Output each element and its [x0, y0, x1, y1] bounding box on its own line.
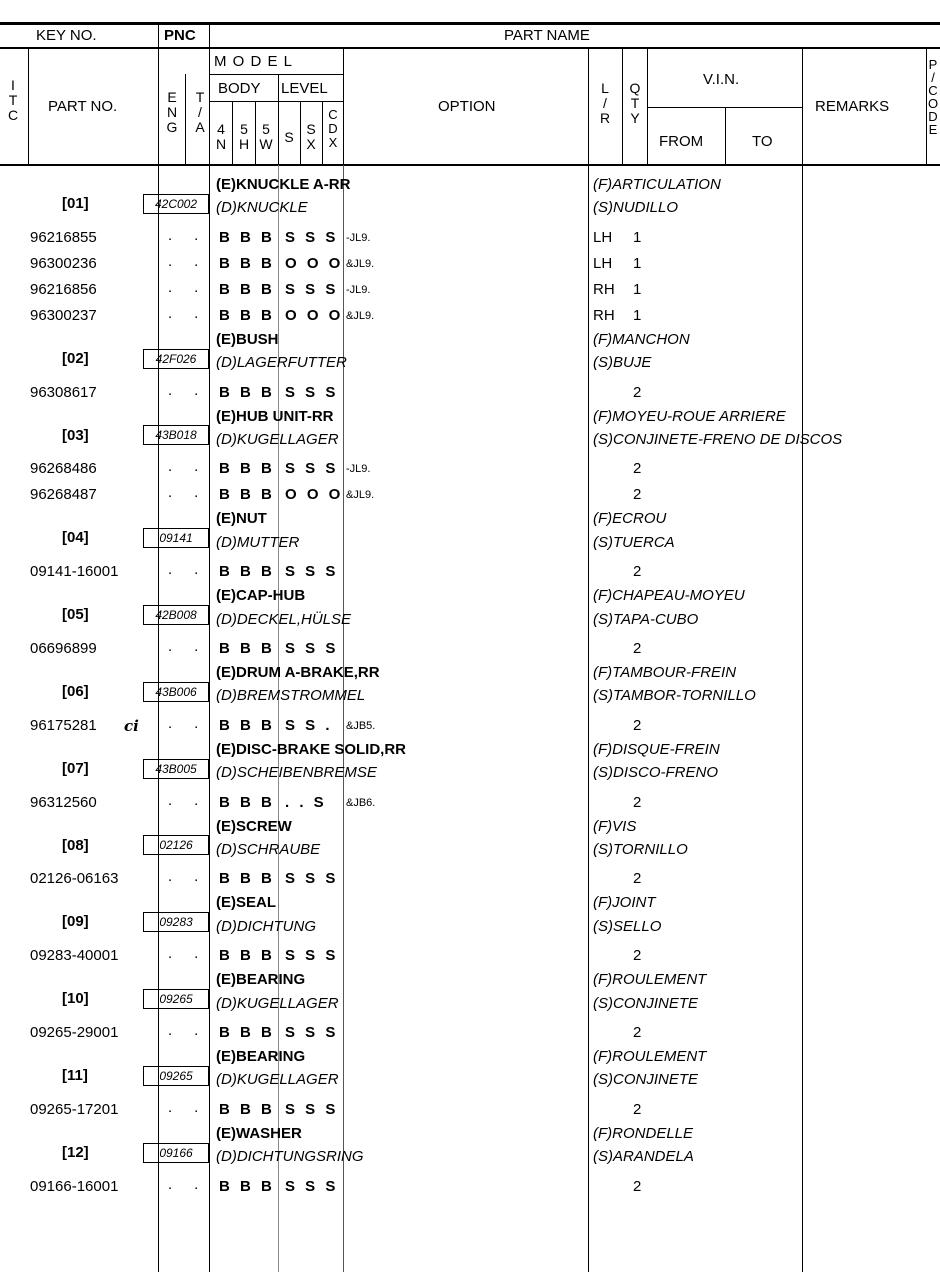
option-code: &JB6. [346, 796, 376, 809]
quantity: 2 [633, 383, 642, 401]
spanish-name: (S)TORNILLO [593, 840, 688, 858]
option-code: -JL9. [346, 463, 371, 476]
table-row [0, 486, 940, 512]
pnc-code-box: 42C002 [143, 194, 209, 214]
level-codes: S S S [285, 1177, 339, 1195]
item-header [0, 408, 940, 459]
eng-ta-dots: .. [168, 945, 221, 963]
french-name: (F)MOYEU-ROUE ARRIERE [593, 407, 786, 425]
vin-to-header: TO [752, 133, 773, 150]
vin-divider [647, 107, 802, 108]
body-codes: B B B [219, 1177, 275, 1195]
part-number: 09283-40001 [30, 947, 119, 965]
french-name: (F)RONDELLE [593, 1124, 694, 1142]
part-number: 96216856 [30, 280, 97, 298]
option-code: &JL9. [346, 257, 375, 270]
key-number: [06] [62, 683, 89, 701]
item-header [0, 741, 940, 792]
eng-ta-dots: .. [168, 791, 221, 809]
quantity: 2 [633, 486, 642, 504]
eng-ta-dots: .. [168, 1175, 221, 1193]
quantity: 2 [633, 716, 642, 734]
vline-vin [725, 108, 726, 165]
english-name: (E)BEARING [216, 1048, 306, 1065]
table-row [0, 304, 940, 333]
model-divider [209, 74, 343, 75]
quantity: 2 [633, 1100, 642, 1118]
vline-body2 [255, 101, 256, 165]
table-row [0, 381, 940, 410]
key-number: [08] [62, 836, 89, 854]
eng-ta-dots: .. [168, 278, 221, 296]
level-codes: O O O [285, 254, 344, 272]
quantity: 2 [633, 870, 642, 888]
pnc-code-box: 42F026 [143, 349, 209, 369]
level-codes: S S S [285, 640, 339, 657]
english-name: (E)DRUM A-BRAKE,RR [216, 664, 380, 681]
key-number: [04] [62, 529, 89, 547]
eng-ta-dots: .. [168, 638, 221, 655]
french-name: (F)ROULEMENT [593, 971, 707, 989]
french-name: (F)VIS [593, 817, 637, 835]
quantity: 1 [633, 306, 642, 324]
body-codes: B B B [219, 947, 275, 965]
table-row [0, 252, 940, 281]
left-right: LH [593, 254, 613, 272]
header-row-divider [0, 47, 940, 49]
remarks-header: REMARKS [815, 98, 890, 115]
eng-ta-dots: .. [168, 714, 221, 732]
spanish-name: (S)NUDILLO [593, 199, 679, 217]
body-codes: B B B [219, 1100, 275, 1118]
table-row [0, 460, 940, 486]
item-header [0, 818, 940, 869]
level-codes: S S S [285, 460, 339, 478]
table-row [0, 947, 940, 973]
vline-lr [622, 48, 623, 165]
english-name: (E)NUT [216, 510, 267, 528]
part-number: 96268487 [30, 486, 97, 504]
option-code: &JL9. [346, 309, 375, 322]
spanish-name: (S)CONJINETE-FRENO DE DISCOS [593, 430, 843, 448]
ta-header: T / A [195, 89, 205, 135]
key-number: [11] [62, 1067, 88, 1085]
french-name: (F)ROULEMENT [593, 1048, 707, 1065]
spanish-name: (S)SELLO [593, 917, 662, 935]
item-header [0, 331, 940, 382]
level-codes: S S S [285, 870, 339, 888]
body-col-4n: 4 N [215, 121, 227, 152]
level-codes: O O O [285, 486, 344, 504]
french-name: (F)MANCHON [593, 330, 690, 348]
pnc-code-box: 09265 [143, 989, 209, 1009]
german-name: (D)LAGERFUTTER [216, 354, 347, 372]
table-row [0, 1024, 940, 1050]
pnc-code-box: 43B006 [143, 682, 209, 702]
level-codes: S S S [285, 1024, 339, 1041]
english-name: (E)DISC-BRAKE SOLID,RR [216, 740, 406, 758]
german-name: (D)BREMSTROMMEL [216, 687, 366, 705]
pnc-code-box: 09283 [143, 912, 209, 932]
part-number: 09265-29001 [30, 1024, 119, 1041]
french-name: (F)ARTICULATION [593, 176, 721, 193]
pcode-header: P / C O D E [927, 57, 939, 137]
eng-ta-dots: .. [168, 252, 221, 270]
quantity: 2 [633, 1177, 642, 1195]
vline-body1 [232, 101, 233, 165]
spanish-name: (S)CONJINETE [593, 994, 698, 1012]
vline-model [343, 48, 344, 165]
key-number: [09] [62, 913, 89, 931]
quantity: 2 [633, 793, 642, 811]
vline-body-level [278, 74, 279, 165]
item-header [0, 176, 940, 227]
level-codes: S S S [285, 228, 339, 246]
part-number: 96175281 [30, 716, 97, 734]
part-number: 09166-16001 [30, 1177, 119, 1195]
left-right: LH [593, 228, 613, 246]
item-header [0, 587, 940, 638]
eng-ta-dots: .. [168, 226, 221, 244]
eng-header: E N G [166, 89, 178, 135]
body-codes: B B B [219, 254, 275, 272]
key-number: [01] [62, 195, 89, 213]
body-codes: B B B [219, 793, 275, 811]
eng-ta-dots: .. [168, 381, 221, 399]
spanish-name: (S)TAPA-CUBO [593, 610, 699, 628]
body-codes: B B B [219, 280, 275, 298]
body-codes: B B B [219, 716, 275, 734]
pnc-code-box: 43B005 [143, 759, 209, 779]
english-name: (E)BEARING [216, 971, 306, 989]
part-number: 02126-06163 [30, 870, 119, 888]
key-no-header: KEY NO. [36, 27, 97, 44]
item-header [0, 894, 940, 945]
eng-ta-dots: .. [168, 304, 221, 322]
key-number: [12] [62, 1143, 89, 1161]
level-codes: S S S [285, 947, 339, 965]
english-name: (E)SCREW [216, 817, 292, 835]
option-header: OPTION [438, 98, 496, 115]
pnc-header: PNC [164, 27, 196, 44]
table-row [0, 870, 940, 896]
body-codes: B B B [219, 306, 275, 324]
german-name: (D)DICHTUNGSRING [216, 1148, 364, 1166]
eng-ta-dots: .. [168, 484, 221, 502]
top-border [0, 22, 940, 25]
body-col-5h: 5 H [238, 121, 250, 152]
english-name: (E)WASHER [216, 1124, 302, 1142]
quantity: 1 [633, 254, 642, 272]
table-row [0, 278, 940, 307]
spanish-name: (S)TAMBOR-TORNILLO [593, 687, 756, 705]
french-name: (F)ECROU [593, 510, 667, 528]
pnc-code-box: 09265 [143, 1066, 209, 1086]
left-right: RH [593, 306, 615, 324]
english-name: (E)KNUCKLE A-RR [216, 176, 351, 193]
vline-level2 [322, 101, 323, 165]
german-name: (D)KNUCKLE [216, 199, 308, 217]
option-code: -JL9. [346, 231, 371, 244]
itc-header: I T C [7, 77, 19, 123]
german-name: (D)KUGELLAGER [216, 994, 339, 1012]
left-right: RH [593, 280, 615, 298]
english-name: (E)CAP-HUB [216, 587, 306, 605]
french-name: (F)JOINT [593, 894, 656, 912]
body-codes: B B B [219, 1024, 275, 1041]
spanish-name: (S)BUJE [593, 354, 652, 372]
pnc-code-box: 09141 [143, 528, 209, 548]
part-name-header: PART NAME [504, 27, 590, 44]
spanish-name: (S)DISCO-FRENO [593, 764, 718, 782]
french-name: (F)DISQUE-FREIN [593, 740, 720, 758]
model-header: M O D E L [214, 53, 294, 70]
body-codes: B B B [219, 486, 275, 504]
vline-eng [185, 74, 186, 165]
body-codes: B B B [219, 228, 275, 246]
handwritten-note: ci [124, 716, 139, 735]
eng-ta-dots: .. [168, 561, 221, 579]
german-name: (D)SCHEIBENBREMSE [216, 764, 377, 782]
german-name: (D)DICHTUNG [216, 917, 316, 935]
german-name: (D)MUTTER [216, 533, 300, 551]
level-col-sx: S X [306, 121, 316, 152]
quantity: 2 [633, 1024, 642, 1041]
pnc-code-box: 42B008 [143, 605, 209, 625]
part-number: 96312560 [30, 793, 97, 811]
key-number: [05] [62, 606, 89, 624]
quantity: 1 [633, 280, 642, 298]
quantity: 2 [633, 460, 642, 478]
quantity: 2 [633, 947, 642, 965]
eng-ta-dots: .. [168, 1098, 221, 1116]
german-name: (D)KUGELLAGER [216, 430, 339, 448]
spanish-name: (S)TUERCA [593, 533, 675, 551]
level-codes: S S . [285, 716, 333, 734]
key-number: [10] [62, 990, 89, 1008]
eng-ta-dots: .. [168, 1022, 221, 1039]
body-codes: B B B [219, 460, 275, 478]
german-name: (D)KUGELLAGER [216, 1071, 339, 1089]
level-codes: S S S [285, 280, 339, 298]
part-number: 09265-17201 [30, 1100, 119, 1118]
header-bottom-border [0, 164, 940, 166]
part-number: 06696899 [30, 640, 97, 657]
quantity: 2 [633, 563, 642, 581]
table-row [0, 791, 940, 820]
qty-header: Q T Y [629, 80, 641, 126]
table-row [0, 563, 940, 589]
body-header: BODY [218, 80, 261, 97]
option-code: -JL9. [346, 283, 371, 296]
level-header: LEVEL [281, 80, 328, 97]
body-codes: B B B [219, 563, 275, 581]
lr-header: L / R [599, 80, 611, 126]
body-col-5w: 5 W [259, 121, 273, 152]
eng-ta-dots: .. [168, 868, 221, 886]
quantity: 2 [633, 640, 642, 657]
option-code: &JB5. [346, 719, 376, 732]
level-col-cdx: C D X [328, 107, 338, 150]
spanish-name: (S)ARANDELA [593, 1148, 694, 1166]
level-codes: S S S [285, 383, 339, 401]
key-number: [07] [62, 759, 89, 777]
level-codes: S S S [285, 1100, 339, 1118]
table-row [0, 640, 940, 666]
item-header [0, 1125, 940, 1176]
spanish-name: (S)CONJINETE [593, 1071, 698, 1089]
body-codes: B B B [219, 870, 275, 888]
english-name: (E)HUB UNIT-RR [216, 407, 334, 425]
body-codes: B B B [219, 640, 275, 657]
french-name: (F)CHAPEAU-MOYEU [593, 587, 745, 605]
german-name: (D)SCHRAUBE [216, 840, 321, 858]
part-number: 96300237 [30, 306, 97, 324]
vin-from-header: FROM [659, 133, 704, 150]
table-row [0, 1175, 940, 1204]
level-col-s: S [284, 129, 294, 145]
english-name: (E)SEAL [216, 894, 276, 912]
english-name: (E)BUSH [216, 330, 279, 348]
french-name: (F)TAMBOUR-FREIN [593, 664, 737, 681]
vline-level1 [300, 101, 301, 165]
pnc-code-box: 09166 [143, 1143, 209, 1163]
part-number: 96268486 [30, 460, 97, 478]
level-codes: S S S [285, 563, 339, 581]
quantity: 1 [633, 228, 642, 246]
item-header [0, 971, 940, 1022]
pnc-code-box: 43B018 [143, 425, 209, 445]
body-codes: B B B [219, 383, 275, 401]
key-number: [03] [62, 426, 89, 444]
part-number: 96308617 [30, 383, 97, 401]
level-codes: O O O [285, 306, 344, 324]
option-code: &JL9. [346, 489, 375, 502]
level-codes: . . S [285, 793, 327, 811]
item-header [0, 664, 940, 715]
item-header [0, 1048, 940, 1099]
table-row [0, 714, 940, 743]
table-row [0, 1098, 940, 1127]
key-number: [02] [62, 349, 89, 367]
table-row [0, 226, 940, 255]
eng-ta-dots: .. [168, 458, 221, 476]
part-number: 09141-16001 [30, 563, 119, 581]
part-no-header: PART NO. [48, 98, 118, 115]
item-header [0, 510, 940, 561]
part-number: 96300236 [30, 254, 97, 272]
pnc-code-box: 02126 [143, 835, 209, 855]
part-number: 96216855 [30, 228, 97, 246]
vin-header: V.I.N. [703, 71, 740, 88]
german-name: (D)DECKEL,HÜLSE [216, 610, 352, 628]
vline-itc [28, 48, 29, 165]
